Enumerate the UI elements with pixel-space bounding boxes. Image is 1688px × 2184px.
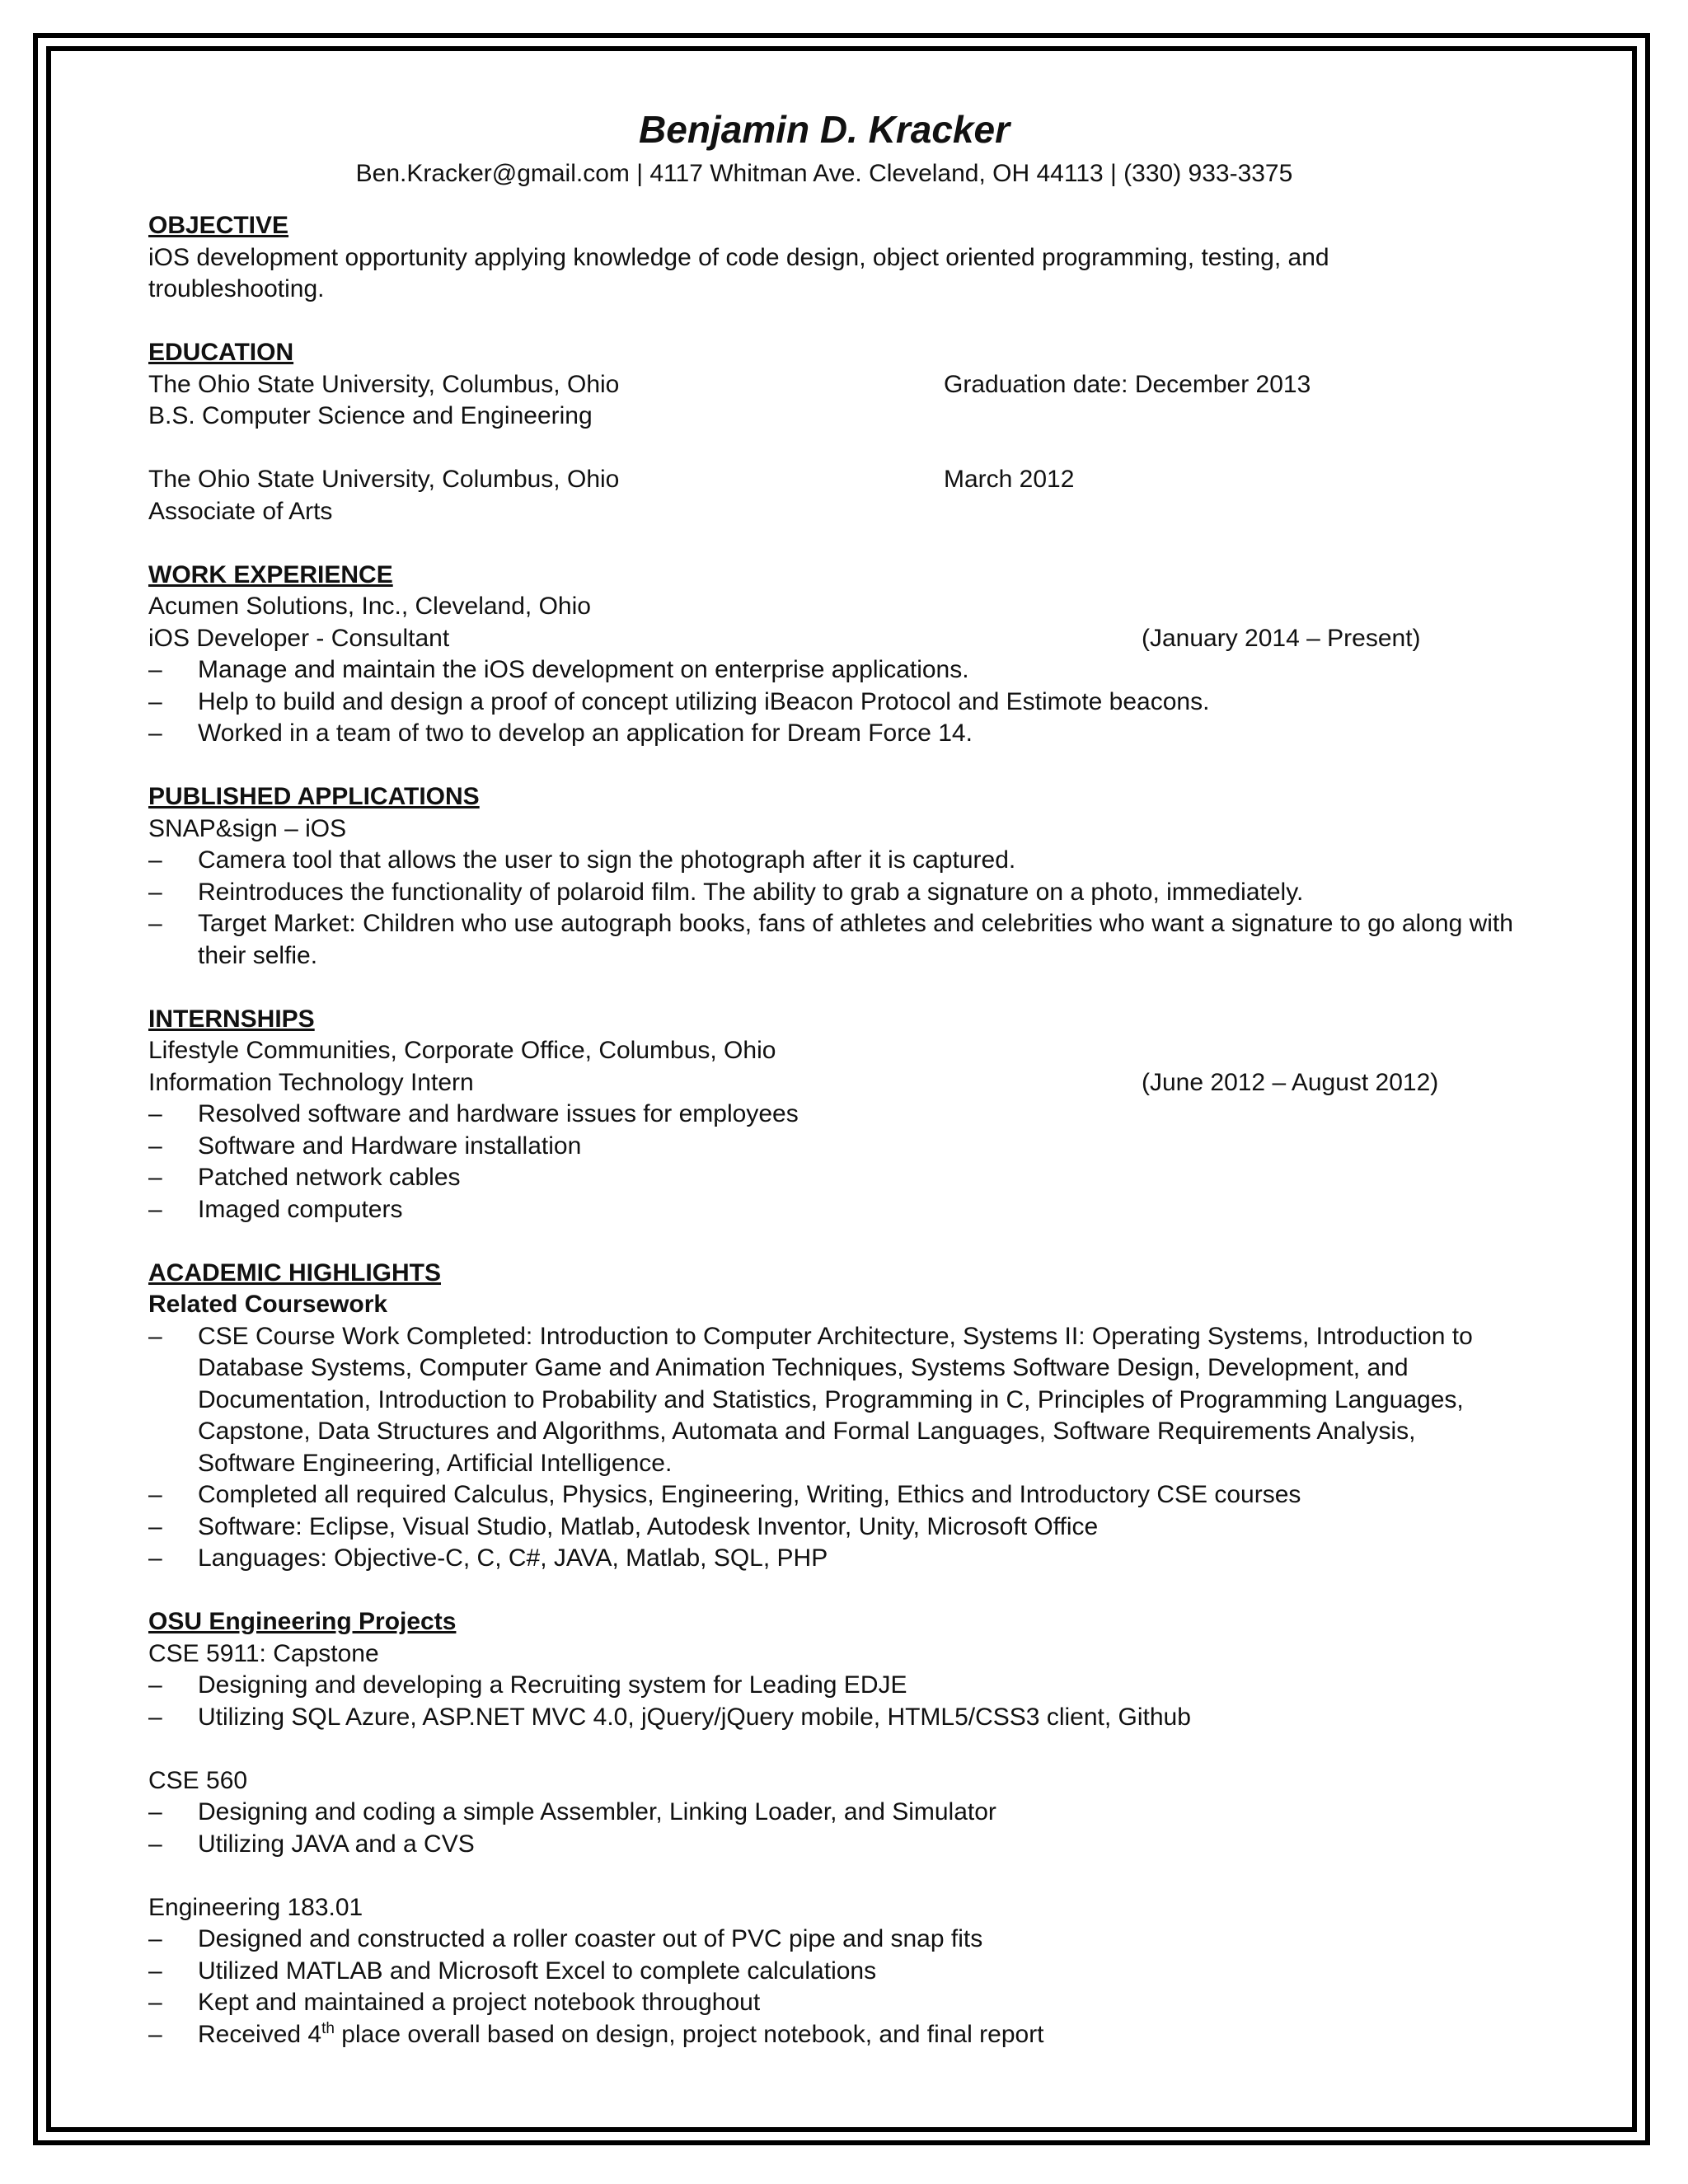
list-item: – Target Market: Children who use autograph books, fans of athletes and celebrities who want a signature to go along with their selfie. [148,910,1513,969]
graduation-date: Graduation date: December 2013 [944,370,1311,398]
dash-icon: – [148,1164,162,1191]
list-item: – Kept and maintained a project notebook throughout [148,1987,1550,2019]
projects-heading: OSU Engineering Projects [148,1608,457,1635]
dash-icon: – [148,1703,162,1731]
objective-line-1: iOS development opportunity applying knowledge of code design, object oriented programming, testing, and [148,243,1329,271]
resume-document [148,103,1550,2050]
dash-icon: – [148,2020,162,2048]
internship-dates: (June 2012 – August 2012) [1142,1068,1439,1096]
academic-heading: ACADEMIC HIGHLIGHTS [148,1258,441,1286]
job-title: iOS Developer - Consultant [148,624,450,652]
work-company: Acumen Solutions, Inc., Cleveland, Ohio [148,593,591,620]
list-item: – CSE Course Work Completed: Introduction to Computer Architecture, Systems II: Operating Systems, Introduction to Database Systems, Computer Game and Animation Techniques, Systems Software Design, Development, and Documentation, Introduction to Probability and Statistics, Programming in C, Principles of Programming Languages, Capstone, Data Structures and Algorithms, Automata and Formal Languages, Software Requirements Analysis, Software Engineering, Artificial Intelligence. [148,1322,1473,1477]
list-item: – Designing and developing a Recruiting system for Leading EDJE [148,1670,1550,1702]
list-item: – Software and Hardware installation [148,1131,1550,1163]
list-item: – Camera tool that allows the user to sign the photograph after it is captured. [148,845,1550,877]
dash-icon: – [148,656,162,683]
dash-icon: – [148,1195,162,1223]
list-item: – Designing and coding a simple Assembler, Linking Loader, and Simulator [148,1797,1550,1829]
internship-title-row [148,1067,1550,1099]
completion-date: March 2012 [944,466,1075,493]
dash-icon: – [148,1925,162,1952]
project-title: CSE 5911: Capstone [148,1639,379,1667]
dash-icon: – [148,1798,162,1825]
work-title-row [148,623,1550,655]
objective-heading: OBJECTIVE [148,212,289,239]
education-entry-1 [148,369,1550,401]
dash-icon: – [148,1132,162,1160]
list-item: – Received 4th place overall based on design, project notebook, and final report [148,2019,1550,2051]
list-item: – Manage and maintain the iOS development on enterprise applications. [148,654,1550,687]
list-item: – Utilized MATLAB and Microsoft Excel to complete calculations [148,1956,1550,1988]
education-heading: EDUCATION [148,339,294,366]
project-title: CSE 560 [148,1766,248,1794]
dash-icon: – [148,687,162,715]
dash-icon: – [148,910,162,937]
list-item: – Designed and constructed a roller coaster out of PVC pipe and snap fits [148,1924,1550,1956]
dash-icon: – [148,719,162,747]
list-item: – Utilizing SQL Azure, ASP.NET MVC 4.0, jQuery/jQuery mobile, HTML5/CSS3 client, Github [148,1702,1550,1734]
list-item: – Reintroduces the functionality of polaroid film. The ability to grab a signature on a photo, immediately. [148,877,1550,909]
dash-icon: – [148,846,162,874]
list-item: – Patched network cables [148,1162,1550,1194]
work-heading: WORK EXPERIENCE [148,560,393,588]
education-entry-2 [148,464,1550,496]
list-item: – Utilizing JAVA and a CVS [148,1829,1550,1861]
list-item: – Help to build and design a proof of concept utilizing iBeacon Protocol and Estimote beacons. [148,687,1550,719]
dash-icon: – [148,1671,162,1699]
job-dates: (January 2014 – Present) [1142,624,1421,652]
dash-icon: – [148,1957,162,1985]
objective-line-2: troubleshooting. [148,275,325,302]
dash-icon: – [148,1481,162,1508]
list-item: – Software: Eclipse, Visual Studio, Matlab, Autodesk Inventor, Unity, Microsoft Office [148,1511,1550,1544]
dash-icon: – [148,1989,162,2016]
school-name: The Ohio State University, Columbus, Ohio [148,370,620,398]
degree: Associate of Arts [148,497,333,525]
internships-heading: INTERNSHIPS [148,1005,315,1033]
dash-icon: – [148,1100,162,1127]
coursework-subheading: Related Coursework [148,1291,388,1318]
internship-title: Information Technology Intern [148,1068,474,1096]
project-title: Engineering 183.01 [148,1893,363,1921]
dash-icon: – [148,1830,162,1858]
degree: B.S. Computer Science and Engineering [148,402,593,429]
list-item: – Imaged computers [148,1194,1550,1226]
school-name: The Ohio State University, Columbus, Ohio [148,466,620,493]
list-item: – Languages: Objective-C, C, C#, JAVA, Matlab, SQL, PHP [148,1543,1550,1575]
app-name: SNAP&sign – iOS [148,814,347,842]
list-item: – Worked in a team of two to develop an application for Dream Force 14. [148,718,1550,750]
dash-icon: – [148,1322,162,1350]
dash-icon: – [148,1512,162,1540]
list-item: – Completed all required Calculus, Physics, Engineering, Writing, Ethics and Introductory CSE courses [148,1479,1550,1511]
resume-name: Benjamin D. Kracker [639,108,1010,151]
dash-icon: – [148,1544,162,1572]
dash-icon: – [148,878,162,906]
list-item: – Resolved software and hardware issues for employees [148,1099,1550,1131]
internship-company: Lifestyle Communities, Corporate Office, Columbus, Ohio [148,1037,776,1064]
published-heading: PUBLISHED APPLICATIONS [148,783,480,810]
contact-info: Ben.Kracker@gmail.com | 4117 Whitman Ave. Cleveland, OH 44113 | (330) 933-3375 [355,160,1293,187]
